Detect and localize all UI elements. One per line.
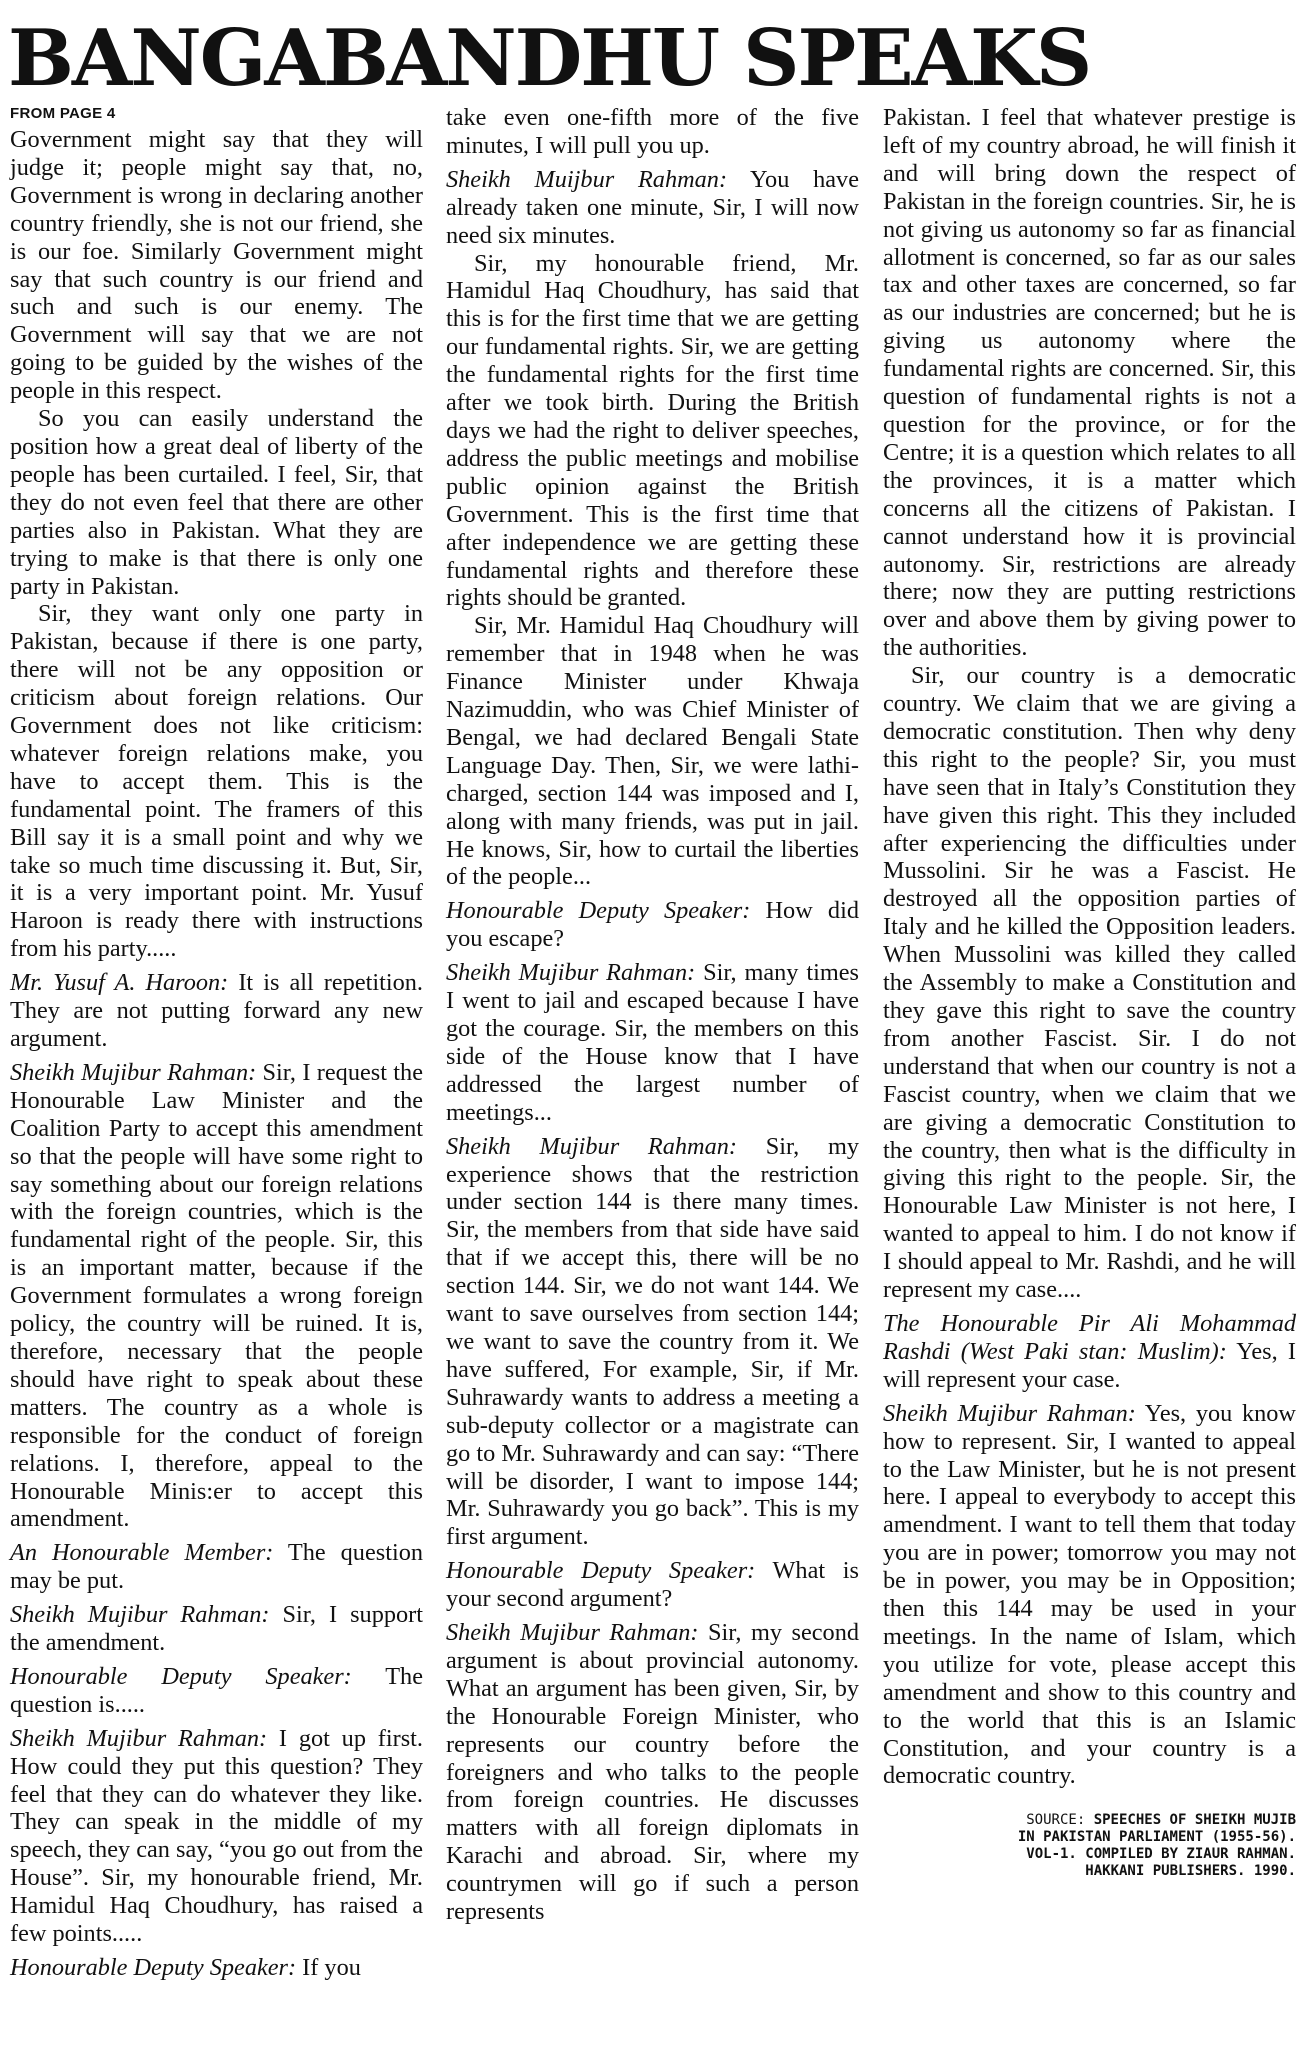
paragraph — [883, 662, 1296, 1304]
source-line: SPEECHES OF SHEIKH MUJIB — [1093, 1812, 1296, 1829]
speaker-name: The Honourable Pir Ali Mohammad Rashdi (West Paki stan: Muslim): — [883, 1309, 1296, 1365]
paragraph-text: Yes, you know how to represent. Sir, I wanted to appeal to the Law Minister, but he is not present here. I appeal to everybody to accept this amendment. I want to tell them that today you are in power; tomorrow you may not be in power, you may be in Opposition; then this 144 may be used in your meetings. In the name of Islam, which you utilize for vote, please accept this amendment and show to this country and to the world that this is an Islamic Constitution, and your country is a democratic country. — [883, 1399, 1296, 1790]
paragraph-text: Sir, my honourable friend, Mr. Hamidul Haq Choudhury, has said that this is for the first time that we are getting our fundamental rights. Sir, we are getting the fundamental rights for the first time after we took birth. During the British days we had the right to deliver speeches, address the public meetings and mobilise public opinion against the British Government. This is the first time that after independence we are getting these fundamental rights and therefore these rights should be granted. — [446, 249, 859, 612]
paragraph-text: What is your second argument? — [446, 1557, 859, 1613]
speaker-name: Sheikh Mujibur Rahman: — [10, 1601, 270, 1629]
speaker-name: Honourable Deputy Speaker: — [446, 897, 751, 925]
source-line: VOL-1. COMPILED BY ZIAUR RAHMAN. — [1026, 1846, 1296, 1863]
paragraph-text: Pakistan. I feel that whatever prestige is left of my country abroad, he will finish it and will bring down the respect of Pakistan in the foreign countries. Sir, he is not giving us autonomy so far as financial allotment is concerned, so far as our sales tax and other taxes are concerned, so far as our industries are concerned; but he is giving us autonomy where the fundamental rights are concerned. Sir, this question of fundamental rights is not a question for the province, or for the Centre; it is a question which relates to all the provinces, it is a matter which concerns all the citizens of Pakistan. I cannot understand how it is provincial autonomy. Sir, restrictions are already there; now they are putting restrictions over and above them by giving power to the authorities. — [883, 104, 1296, 662]
speaker-name: Honourable Deputy Speaker: — [446, 1557, 756, 1585]
paragraph — [446, 897, 859, 953]
paragraph-text: I got up first. How could they put this question? They feel that they can do whatever they like. They can speak in the middle of my speech, they can say, “you go out from the House”. Sir, my honourable friend, Mr. Hamidul Haq Choudhury, has raised a few points..... — [10, 1724, 423, 1948]
paragraph-text: If you — [302, 1954, 361, 1981]
paragraph — [10, 1539, 423, 1595]
paragraph — [446, 166, 859, 250]
paragraph-text: The question is..... — [10, 1662, 423, 1718]
speaker-name: Sheikh Mujibur Rahman: — [10, 1724, 268, 1752]
continued-from-label: FROM PAGE 4 — [10, 105, 116, 122]
article-column-3 — [883, 104, 1296, 1880]
column-2-body — [446, 104, 859, 1926]
headline: BANGABANDHU SPEAKS — [8, 13, 1091, 104]
paragraph — [446, 104, 859, 160]
paragraph — [10, 1954, 423, 1982]
article-column-1 — [10, 104, 423, 1982]
speaker-name: An Honourable Member: — [10, 1539, 274, 1567]
paragraph-text: Sir, many times I went to jail and escaped because I have got the courage. Sir, the members on this side of the House know that I have addressed the largest number of meetings... — [446, 959, 859, 1126]
speaker-name: Sheikh Mujibur Rahman: — [883, 1399, 1136, 1427]
paragraph — [446, 1557, 859, 1613]
paragraph — [883, 104, 1296, 662]
paragraph-text: So you can easily understand the position how a great deal of liberty of the people has been curtailed. I feel, Sir, that they do not even feel that there are other parties also in Pakistan. What they are trying to make is that there is only one party in Pakistan. — [10, 405, 423, 600]
paragraph-text: How did you escape? — [446, 897, 859, 953]
speaker-name: Honourable Deputy Speaker: — [10, 1662, 352, 1690]
source-label: SOURCE: — [1026, 1812, 1086, 1829]
source-line: HAKKANI PUBLISHERS. 1990. — [1085, 1863, 1296, 1880]
paragraph-text: Sir, my experience shows that the restriction under section 144 is there many times. Sir, the members from that side have said that if we accept this, there will be no section 144. Sir, we do not want 144. We want to save ourselves from section 144; we want to save the country from it. We have suffered, For example, Sir, if Mr. Suhrawardy wants to address a meeting a sub-deputy collector or a magistrate can go to Mr. Suhrawardy and can say: “There will be disorder, I want to impose 144; Mr. Suhrawardy you go back”. This is my first argument. — [446, 1132, 859, 1551]
paragraph — [10, 1601, 423, 1657]
paragraph — [446, 1619, 859, 1926]
paragraph — [10, 1663, 423, 1719]
speaker-name: Honourable Deputy Speaker: — [10, 1954, 297, 1981]
paragraph — [446, 612, 859, 891]
paragraph — [883, 1310, 1296, 1394]
speaker-name: Sheikh Muijbur Rahman: — [446, 165, 728, 193]
column-3-body — [883, 104, 1296, 1790]
paragraph-text: You have already taken one minute, Sir, I will now need six minutes. — [446, 165, 859, 249]
paragraph-text: Sir, I request the Honourable Law Minister and the Coalition Party to accept this amendment so that the people will have some right to say something about our foreign relations with the foreign countries, which is the fundamental right of the people. Sir, this is an important matter, because if the Government formulates a wrong foreign policy, the country will be ruined. It is, therefore, necessary that the people should have right to speak about these matters. The country as a whole is responsible for the conduct of foreign relations. I, therefore, appeal to the Honourable Minis:er to accept this amendment. — [10, 1058, 423, 1533]
speaker-name: Sheikh Mujibur Rahman: — [446, 1132, 737, 1160]
paragraph-text: Sir, my second argument is about provincial autonomy. What an argument has been given, Sir, by the Honourable Foreign Minister, who represents our country before the foreigners and who talks to the people from foreign countries. He discusses matters with all foreign diplomats in Karachi and abroad. Sir, where my countrymen will go if such a person represents — [446, 1619, 859, 1926]
paragraph-text: Sir, Mr. Hamidul Haq Choudhury will remember that in 1948 when he was Finance Minister under Khwaja Nazimuddin, who was Chief Minister of Bengal, we had declared Bengali State Language Day. Then, Sir, we were lathi-charged, section 144 was imposed and I, along with many friends, was put in jail. He knows, Sir, how to curtail the liberties of the people... — [446, 612, 859, 891]
source-line: IN PAKISTAN PARLIAMENT (1955-56). — [1017, 1829, 1296, 1846]
paragraph-text: It is all repetition. They are not putting forward any new argument. — [10, 969, 423, 1052]
paragraph — [10, 969, 423, 1053]
paragraph — [446, 959, 859, 1126]
paragraph-text: Sir, I support the amendment. — [10, 1601, 423, 1657]
speaker-name: Sheikh Mujibur Rahman: — [446, 1619, 699, 1647]
paragraph — [10, 126, 423, 405]
paragraph-text: The question may be put. — [10, 1539, 423, 1595]
speaker-name: Sheikh Mujibur Rahman: — [10, 1058, 257, 1086]
paragraph-text: Sir, they want only one party in Pakistan, because if there is one party, there will not be any opposition or criticism about foreign relations. Our Government does not like criticism: whatever foreign relations make, you have to accept them. This is the fundamental point. The framers of this Bill say it is a small point and why we take so much time discussing it. But, Sir, it is a very important point. Mr. Yusuf Haroon is ready there with instructions from his party..... — [10, 600, 423, 963]
column-1-body — [10, 126, 423, 1982]
paragraph-text: Sir, our country is a democratic country. We claim that we are giving a democratic constitution. Then why deny this right to the people? Sir, you must have seen that in Italy’s Constitution they have given this right. This they included after experiencing the difficulties under Mussolini. Sir he was a Fascist. He destroyed all the opposition parties of Italy and he killed the Opposition leaders. When Mussolini was killed they called the Assembly to make a Constitution and they gave this right to save the country from another Fascist. Sir. I do not understand that when our country is not a Fascist country, when we claim that we are giving a democratic Constitution to the country, then what is the difficulty in giving this right to the people. Sir, the Honourable Law Minister is not here, I wanted to appeal to him. I do not know if I should appeal to Mr. Rashdi, and he will represent my case.... — [883, 662, 1296, 1304]
speaker-name: Sheikh Mujibur Rahman: — [446, 959, 696, 987]
source-credit — [883, 1812, 1296, 1880]
article-column-2 — [446, 104, 859, 1926]
paragraph-text: take even one-fifth more of the five minutes, I will pull you up. — [446, 104, 859, 159]
paragraph-text: Yes, I will represent your case. — [883, 1337, 1297, 1393]
paragraph-text: Government might say that they will judge it; people might say that, no, Government is wrong in declaring another country friendly, she is not our friend, she is our foe. Similarly Government might say that such country is our friend and such and such is our enemy. The Government will say that we are not going to be guided by the wishes of the people in this respect. — [10, 126, 423, 405]
paragraph — [10, 600, 423, 963]
paragraph — [10, 1059, 423, 1533]
paragraph — [10, 405, 423, 600]
speaker-name: Mr. Yusuf A. Haroon: — [10, 969, 229, 997]
paragraph — [446, 250, 859, 613]
paragraph — [10, 1725, 423, 1948]
paragraph — [446, 1133, 859, 1552]
paragraph — [883, 1400, 1296, 1791]
